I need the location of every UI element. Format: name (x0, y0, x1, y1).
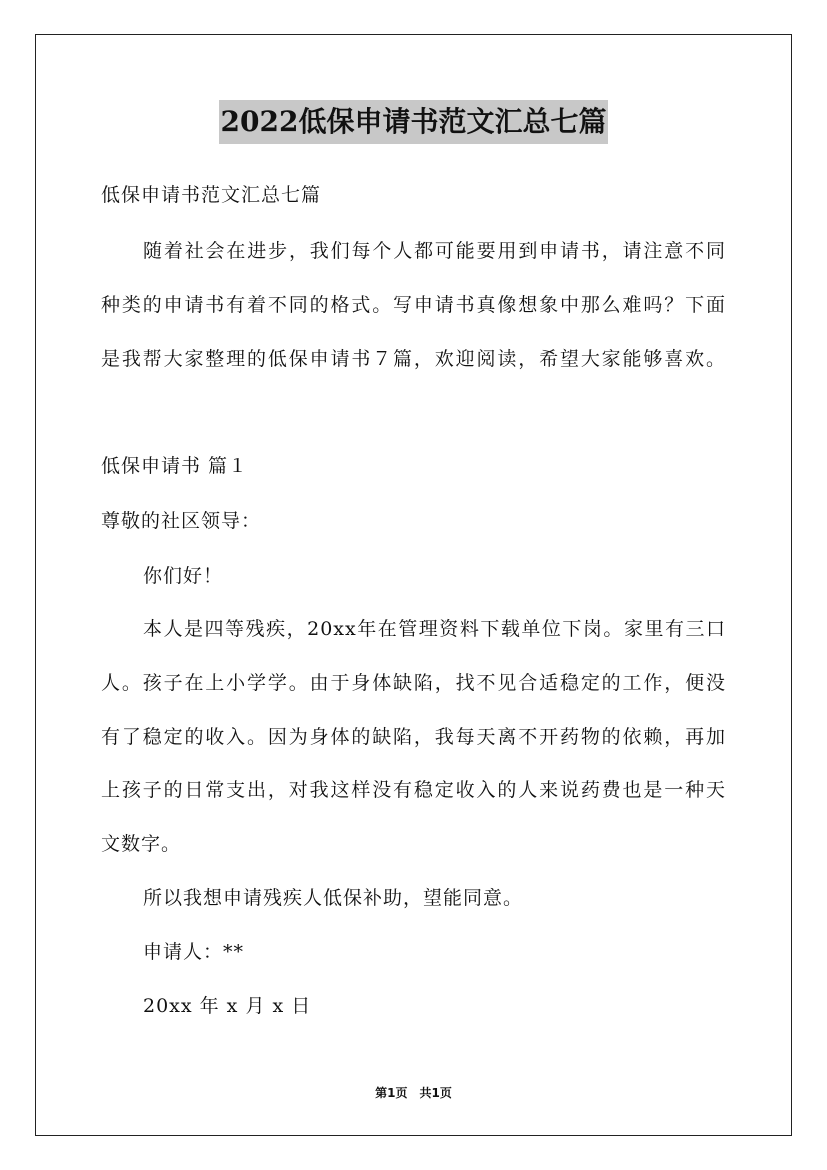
body-line-5: 文数字。 (101, 833, 182, 855)
title-container (0, 100, 827, 144)
intro-line-1: 随着社会在进步，我们每个人都可能要用到申请书，请注意不同 (143, 240, 726, 262)
page-footer: 第1页 共1页 (375, 1086, 452, 1100)
body-line-2: 人。孩子在上小学学。由于身体缺陷，找不见合适稳定的工作，便没 (101, 672, 726, 694)
body-line-3: 有了稳定的收入。因为身体的缺陷，我每天离不开药物的依赖，再加 (101, 726, 726, 748)
applicant-line: 申请人：** (143, 941, 245, 963)
section-heading: 低保申请书 篇１ (101, 455, 249, 477)
intro-line-3: 是我帮大家整理的低保申请书７篇，欢迎阅读，希望大家能够喜欢。 (101, 348, 726, 370)
body-line-4: 上孩子的日常支出，对我这样没有稳定收入的人来说药费也是一种天 (101, 779, 726, 801)
body-line-1: 本人是四等残疾，20xx年在管理资料下载单位下岗。家里有三口 (143, 618, 726, 640)
greeting: 你们好！ (143, 565, 224, 587)
intro-line-2: 种类的申请书有着不同的格式。写申请书真像想象中那么难吗？下面 (101, 294, 726, 316)
document-title: 2022低保申请书范文汇总七篇 (219, 100, 609, 144)
request-line: 所以我想申请残疾人低保补助，望能同意。 (143, 887, 524, 909)
document-subtitle: 低保申请书范文汇总七篇 (101, 184, 322, 206)
date-line: 20xx 年 x 月 x 日 (143, 995, 312, 1017)
salutation: 尊敬的社区领导： (101, 510, 262, 532)
